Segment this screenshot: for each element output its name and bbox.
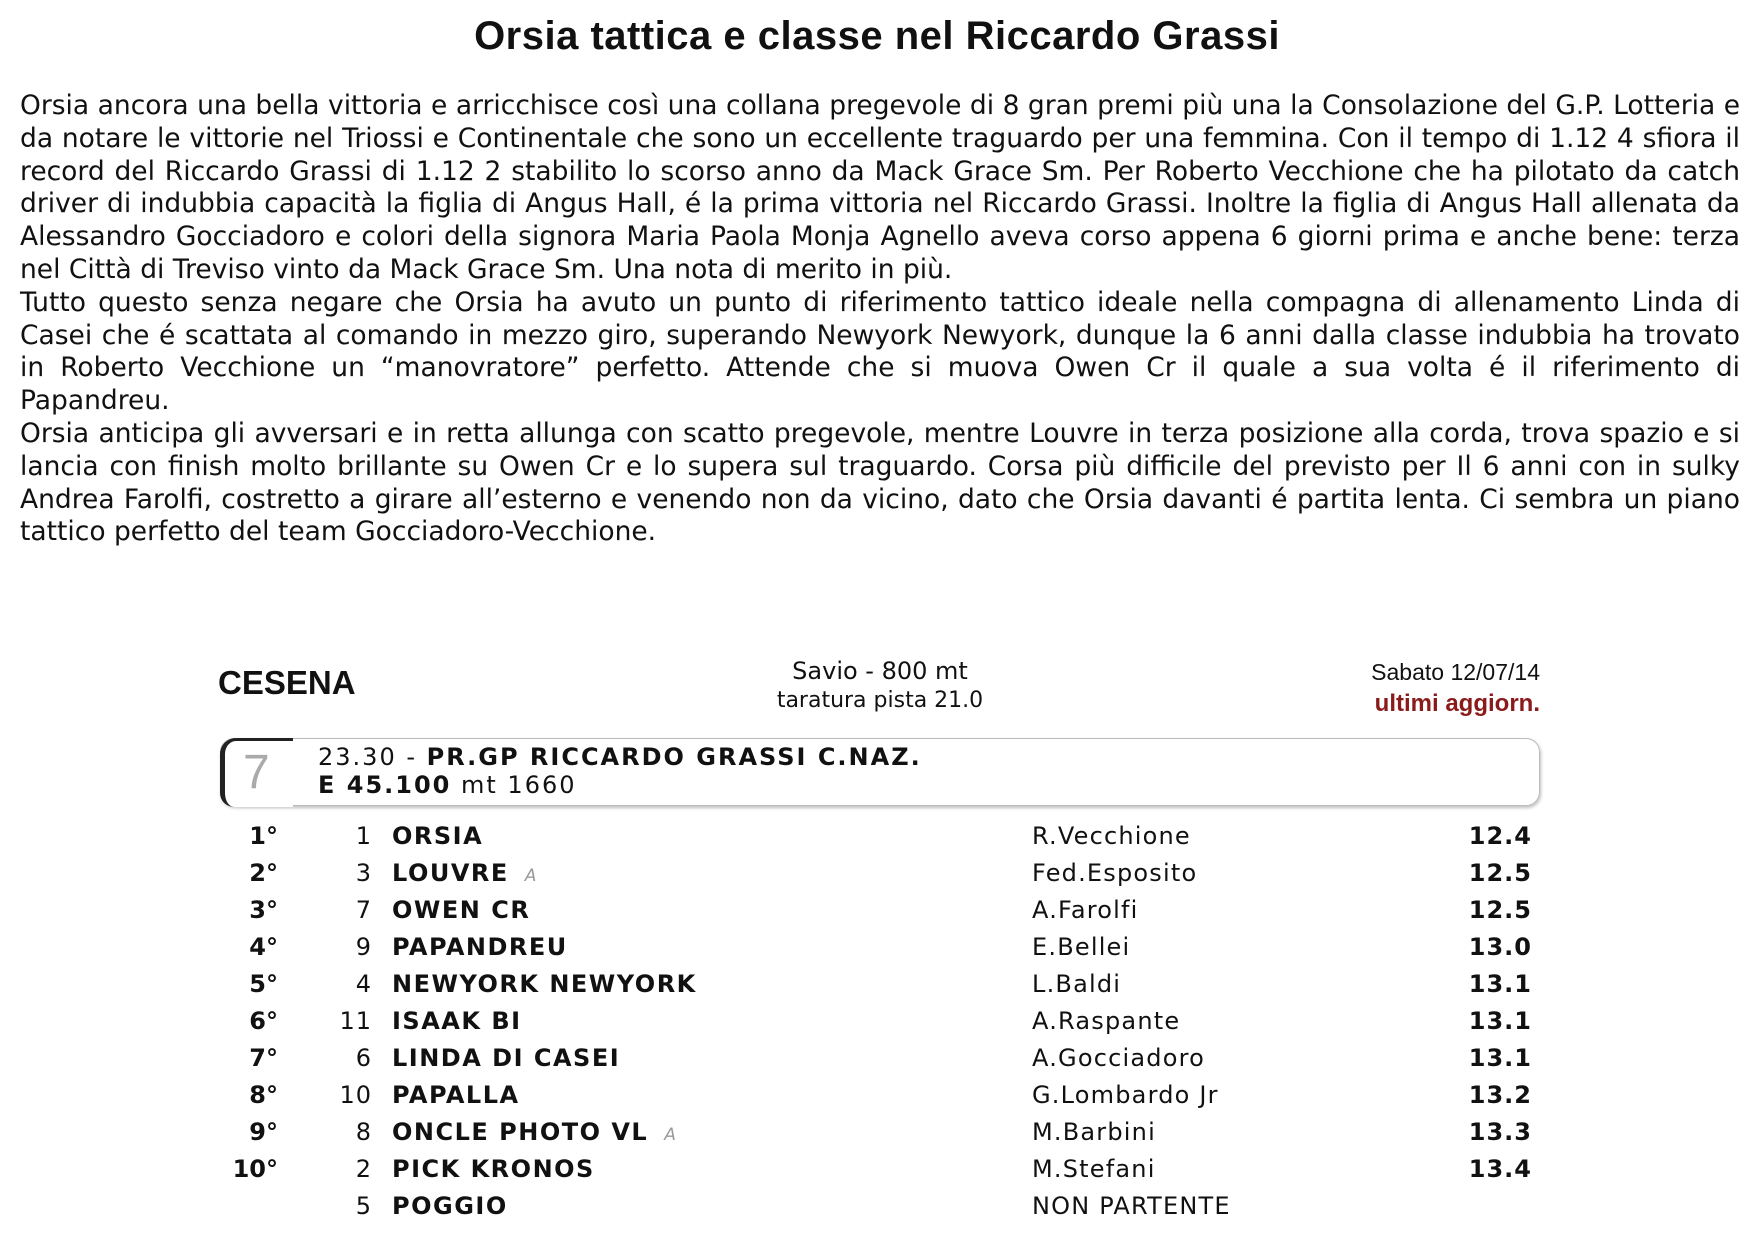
- race-time-value: 12.5: [1468, 859, 1532, 887]
- race-number-tab: [220, 738, 293, 807]
- horse-name-cell: [392, 896, 530, 924]
- horse-number: 10: [339, 1081, 372, 1109]
- driver-name: A.Gocciadoro: [1032, 1044, 1206, 1072]
- meeting-date: Sabato 12/07/14: [1371, 659, 1540, 685]
- driver-name: G.Lombardo Jr: [1032, 1081, 1219, 1109]
- horse-name: POGGIO: [392, 1192, 508, 1220]
- driver-name: Fed.Esposito: [1032, 859, 1198, 887]
- race-purse: E 45.100: [318, 771, 452, 799]
- horse-number: 5: [355, 1192, 372, 1220]
- finish-position: 7°: [249, 1044, 278, 1072]
- race-header: [220, 738, 1540, 806]
- race-time: 23.30 -: [318, 743, 417, 771]
- horse-name-cell: [392, 1081, 520, 1109]
- race-time-value: 12.5: [1468, 896, 1532, 924]
- result-row: [0, 1155, 1754, 1189]
- horse-name-cell: [392, 933, 568, 961]
- result-row: [0, 1081, 1754, 1115]
- article-title: Orsia tattica e classe nel Riccardo Grassi: [474, 14, 1280, 58]
- horse-name-cell: [392, 859, 536, 887]
- race-purse-line: [318, 771, 577, 799]
- race-number: 7: [243, 746, 270, 799]
- finish-position: 5°: [249, 970, 278, 998]
- last-update-label: ultimi aggiorn.: [1374, 690, 1540, 717]
- finish-position: 10°: [232, 1155, 278, 1183]
- race-distance: mt 1660: [461, 771, 577, 799]
- horse-number: 4: [355, 970, 372, 998]
- horse-name: OWEN CR: [392, 896, 531, 924]
- result-row: [0, 896, 1754, 930]
- result-row: [0, 822, 1754, 856]
- horse-name: PAPANDREU: [392, 933, 568, 961]
- result-row: [0, 1192, 1754, 1226]
- horse-name-cell: [392, 822, 483, 850]
- race-name: PR.GP RICCARDO GRASSI C.NAZ.: [426, 743, 922, 771]
- paragraph: Orsia anticipa gli avversari e in retta allunga con scatto pregevole, mentre Louvre in terza posizione alla corda, trova spazio e si lancia con finish molto brillante su Owen Cr e lo supera sul traguardo. Corsa più difficile del previsto per Il 6 anni con in sulky Andrea Farolfi, costretto a girare all’esterno e venendo non da vicino, dato che Orsia davanti é partita lenta. Ci sembra un piano tattico perfetto del team Gocciadoro-Vecchione.: [20, 417, 1740, 548]
- finish-position: 9°: [249, 1118, 278, 1146]
- horse-number: 6: [355, 1044, 372, 1072]
- race-title-line: [318, 743, 922, 771]
- driver-name: R.Vecchione: [1032, 822, 1191, 850]
- race-time-value: 13.1: [1468, 970, 1532, 998]
- horse-name: ISAAK BI: [392, 1007, 522, 1035]
- result-row: [0, 859, 1754, 893]
- meeting-header: [0, 640, 1754, 720]
- driver-name: M.Stefani: [1032, 1155, 1156, 1183]
- horse-name: LOUVRE: [392, 859, 509, 887]
- driver-name: E.Bellei: [1032, 933, 1131, 961]
- paragraph: Tutto questo senza negare che Orsia ha avuto un punto di riferimento tattico ideale nella compagna di allenamento Linda di Casei che é scattata al comando in mezzo giro, superando Newyork Newyork, dunque la 6 anni dalla classe indubbia ha trovato in Roberto Vecchione un “manovratore” perfetto. Attende che si muova Owen Cr il quale a sua volta é il riferimento di Papandreu.: [20, 286, 1740, 417]
- horse-name: PICK KRONOS: [392, 1155, 595, 1183]
- race-time-value: 13.2: [1468, 1081, 1532, 1109]
- track-name: Savio - 800 mt: [792, 657, 968, 685]
- horse-name: ONCLE PHOTO VL: [392, 1118, 649, 1146]
- race-time-value: 13.1: [1468, 1044, 1532, 1072]
- track-info: [760, 656, 1000, 716]
- horse-name-cell: [392, 1118, 676, 1146]
- race-time-value: 13.3: [1468, 1118, 1532, 1146]
- finish-position: 6°: [249, 1007, 278, 1035]
- horse-name: LINDA DI CASEI: [392, 1044, 621, 1072]
- driver-name: A.Raspante: [1032, 1007, 1181, 1035]
- horse-number: 7: [355, 896, 372, 924]
- finish-position: 2°: [249, 859, 278, 887]
- horse-number: 3: [355, 859, 372, 887]
- driver-name: L.Baldi: [1032, 970, 1122, 998]
- horse-number: 8: [355, 1118, 372, 1146]
- horse-number: 2: [355, 1155, 372, 1183]
- race-time-value: 12.4: [1468, 822, 1532, 850]
- meeting-date-block: [1280, 656, 1540, 720]
- finish-position: 4°: [249, 933, 278, 961]
- horse-number: 9: [355, 933, 372, 961]
- horse-name-cell: [392, 1007, 522, 1035]
- horse-name: ORSIA: [392, 822, 484, 850]
- horse-name: PAPALLA: [392, 1081, 520, 1109]
- horse-name-cell: [392, 1155, 595, 1183]
- horse-name: NEWYORK NEWYORK: [392, 970, 697, 998]
- meeting-place: CESENA: [218, 664, 356, 701]
- finish-position: 1°: [249, 822, 278, 850]
- horse-number: 11: [339, 1007, 372, 1035]
- horse-name-cell: [392, 1044, 620, 1072]
- article-body: [20, 90, 1740, 549]
- race-time-value: 13.1: [1468, 1007, 1532, 1035]
- driver-name: A.Farolfi: [1032, 896, 1139, 924]
- horse-mark: A: [524, 866, 537, 886]
- result-row: [0, 933, 1754, 967]
- finish-position: 8°: [249, 1081, 278, 1109]
- result-row: [0, 970, 1754, 1004]
- race-time-value: 13.4: [1468, 1155, 1532, 1183]
- result-row: [0, 1044, 1754, 1078]
- horse-number: 1: [355, 822, 372, 850]
- finish-position: 3°: [249, 896, 278, 924]
- paragraph: Orsia ancora una bella vittoria e arricchisce così una collana pregevole di 8 gran premi più una la Consolazione del G.P. Lotteria e da notare le vittorie nel Triossi e Continentale che sono un eccellente traguardo per una femmina. Con il tempo di 1.12 4 sfiora il record del Riccardo Grassi di 1.12 2 stabilito lo scorso anno da Mack Grace Sm. Per Roberto Vecchione che ha pilotato da catch driver di indubbia capacità la figlia di Angus Hall, é la prima vittoria nel Riccardo Grassi. Inoltre la figlia di Angus Hall allenata da Alessandro Gocciadoro e colori della signora Maria Paola Monja Agnello aveva corso appena 6 giorni prima e anche bene: terza nel Città di Treviso vinto da Mack Grace Sm. Una nota di merito in più.: [20, 90, 1740, 285]
- driver-name: M.Barbini: [1032, 1118, 1156, 1146]
- race-time-value: 13.0: [1468, 933, 1532, 961]
- result-row: [0, 1118, 1754, 1152]
- horse-name-cell: [392, 1192, 508, 1220]
- track-rating: taratura pista 21.0: [776, 688, 984, 713]
- horse-mark: A: [664, 1125, 676, 1145]
- result-row: [0, 1007, 1754, 1041]
- horse-name-cell: [392, 970, 697, 998]
- driver-status: NON PARTENTE: [1032, 1192, 1231, 1220]
